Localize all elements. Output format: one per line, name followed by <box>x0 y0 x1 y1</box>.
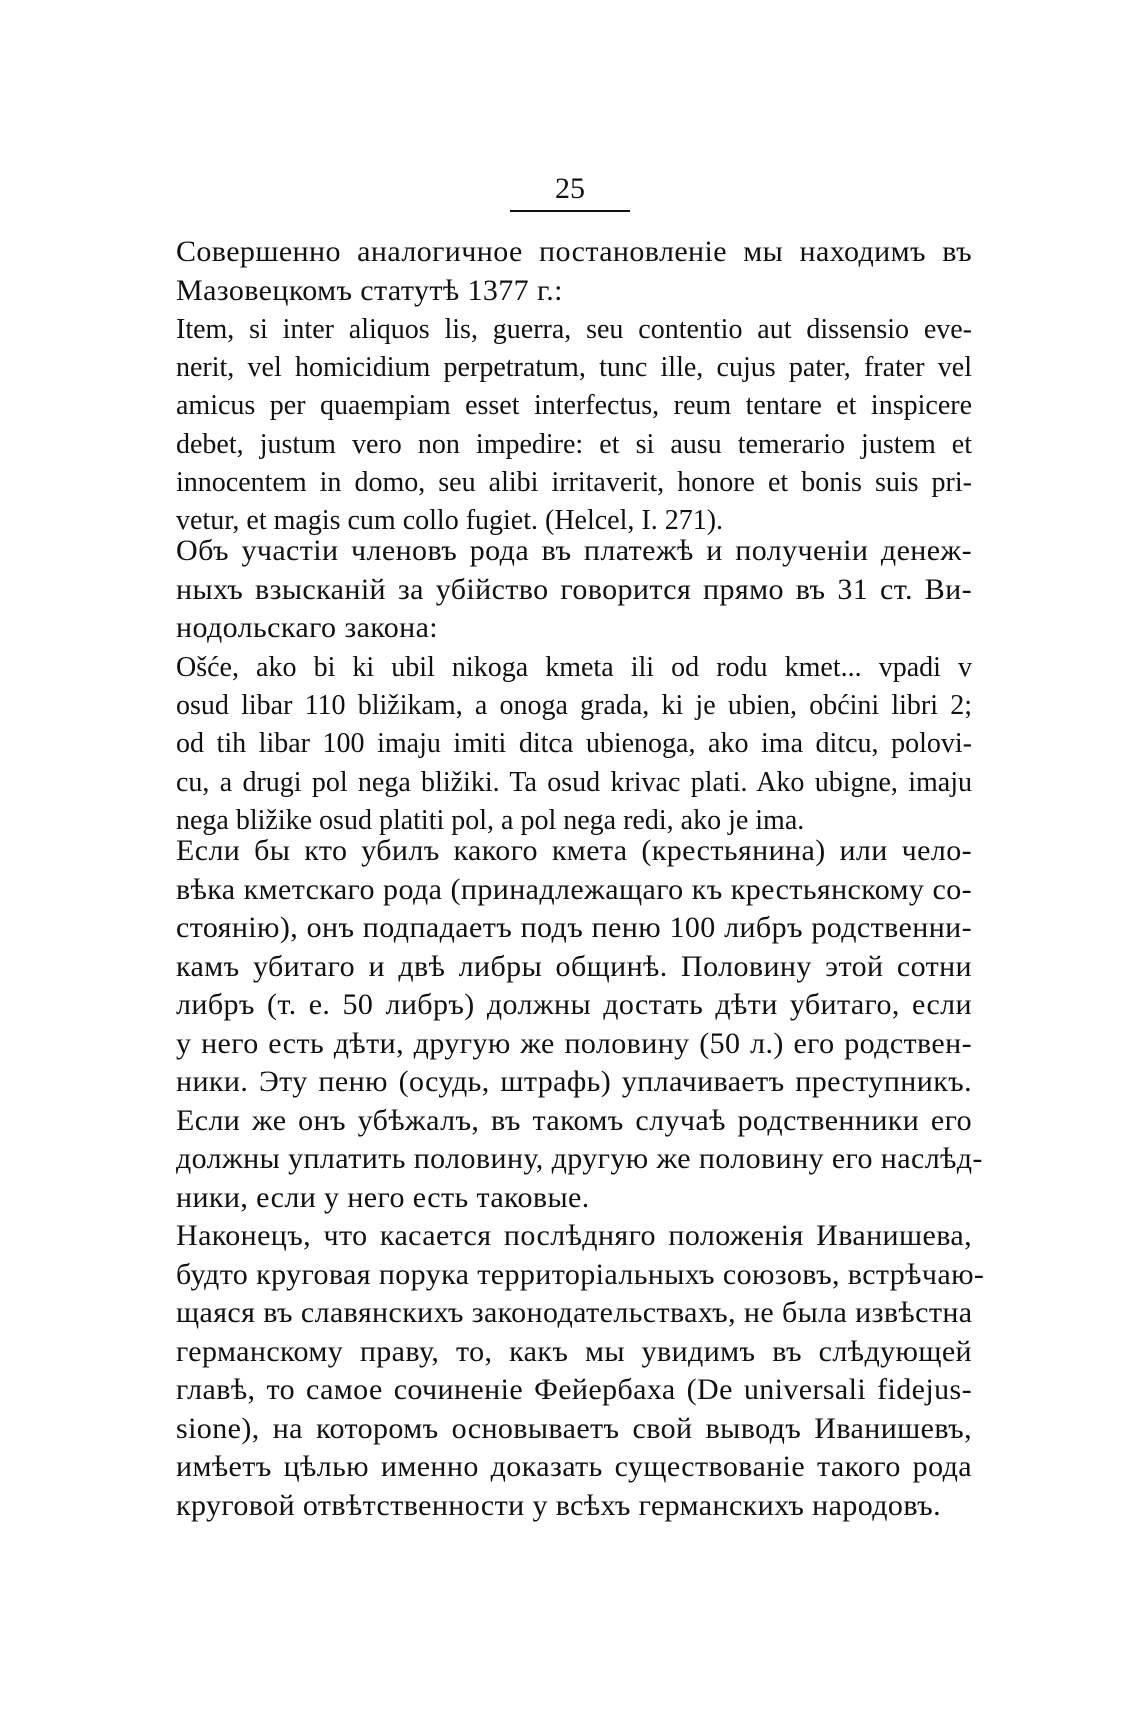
text-line: debet, justum vero non impedire: et si ausu temerario justem et <box>176 428 972 460</box>
text-line: cu, a drugi pol nega bližiki. Ta osud krivac plati. Ako ubigne, imaju <box>176 766 972 798</box>
paragraph-6 <box>176 1217 985 1525</box>
text-line: ники. Эту пеню (осудь, штрафь) уплачиваетъ преступникъ. <box>176 1065 972 1098</box>
text-line: у него есть дѣти, другую же половину (50 л.) его родствен- <box>176 1026 972 1060</box>
text-line: имѣетъ цѣлью именно доказать существованіе такого рода <box>176 1450 972 1483</box>
text-line: osud libar 110 bližikam, a onoga grada, ki je ubien, obćini libri 2; <box>176 690 972 722</box>
text-line: должны уплатить половину, другую же половину его наслѣд- <box>176 1142 983 1175</box>
text-line: стоянію), онъ подпадаетъ подъ пеню 100 либръ родственни- <box>176 911 972 944</box>
page-number: 25 <box>510 172 630 212</box>
paragraph-4-quotation <box>176 649 972 840</box>
text-line: вѣка кметскаго рода (принадлежащаго къ крестьянскому со- <box>176 872 972 906</box>
text-line: главѣ, то самое сочиненіе Фейербаха (De universali fidejus- <box>176 1373 972 1406</box>
text-line: nega bližike osud platiti pol, a pol nega redi, ako je ima. <box>176 804 805 836</box>
text-line: нодольскаго закона: <box>176 611 439 644</box>
text-line: sione), на которомъ основываетъ свой выводъ Иванишевъ, <box>176 1411 972 1445</box>
text-line: ныхъ взысканій за убійство говорится прямо въ 31 ст. Ви- <box>176 572 972 606</box>
text-line: будто круговая порука территоріальныхъ союзовъ, встрѣчаю- <box>176 1257 985 1291</box>
text-line: od tih libar 100 imaju imiti ditca ubienoga, ako ima ditcu, polovi- <box>176 728 972 760</box>
text-line: Если бы кто убилъ какого кмета (крестьянина) или чело- <box>176 834 972 867</box>
text-line: amicus per quaempiam esset interfectus, reum tentare et inspicere <box>176 390 972 422</box>
text-line: Если же онъ убѣжалъ, въ такомъ случаѣ родственники его <box>176 1103 972 1137</box>
text-line: Совершенно аналогичное постановленіе мы находимъ въ <box>176 235 972 268</box>
text-line: камъ убитаго и двѣ либры общинѣ. Половину этой сотни <box>176 949 972 983</box>
text-line: innocentem in domo, seu alibi irritaverit, honore et bonis suis pri- <box>176 466 972 498</box>
paragraph-1 <box>176 233 972 310</box>
text-line: Ošće, ako bi ki ubil nikoga kmeta ili od rodu kmet... vpadi v <box>176 652 972 683</box>
text-line: Мазовецкомъ статутѣ 1377 г.: <box>176 273 563 307</box>
text-line: круговой отвѣтственности у всѣхъ германскихъ народовъ. <box>176 1488 941 1522</box>
text-line: vetur, et magis cum collo fugiet. (Helcel, I. 271). <box>176 505 724 537</box>
paragraph-2-quotation <box>176 311 972 540</box>
text-line: ники, если у него есть таковые. <box>176 1180 590 1214</box>
text-line: Item, si inter aliquos lis, guerra, seu contentio aut dissensio eve- <box>176 314 972 345</box>
paragraph-5-translation <box>176 832 983 1217</box>
text-line: Объ участіи членовъ рода въ платежѣ и полученіи денеж- <box>176 534 972 567</box>
text-line: Наконецъ, что касается послѣдняго положенія Иванишева, <box>176 1219 972 1252</box>
text-line: nerit, vel homicidium perpetratum, tunc ille, cujus pater, frater vel <box>176 352 972 384</box>
text-line: германскому праву, то, какъ мы увидимъ въ слѣдующей <box>176 1334 972 1368</box>
text-line: щаяся въ славянскихъ законодательствахъ, не была извѣстна <box>176 1296 973 1329</box>
paragraph-3 <box>176 532 972 648</box>
text-line: либръ (т. е. 50 либръ) должны достать дѣти убитаго, если <box>176 988 972 1021</box>
